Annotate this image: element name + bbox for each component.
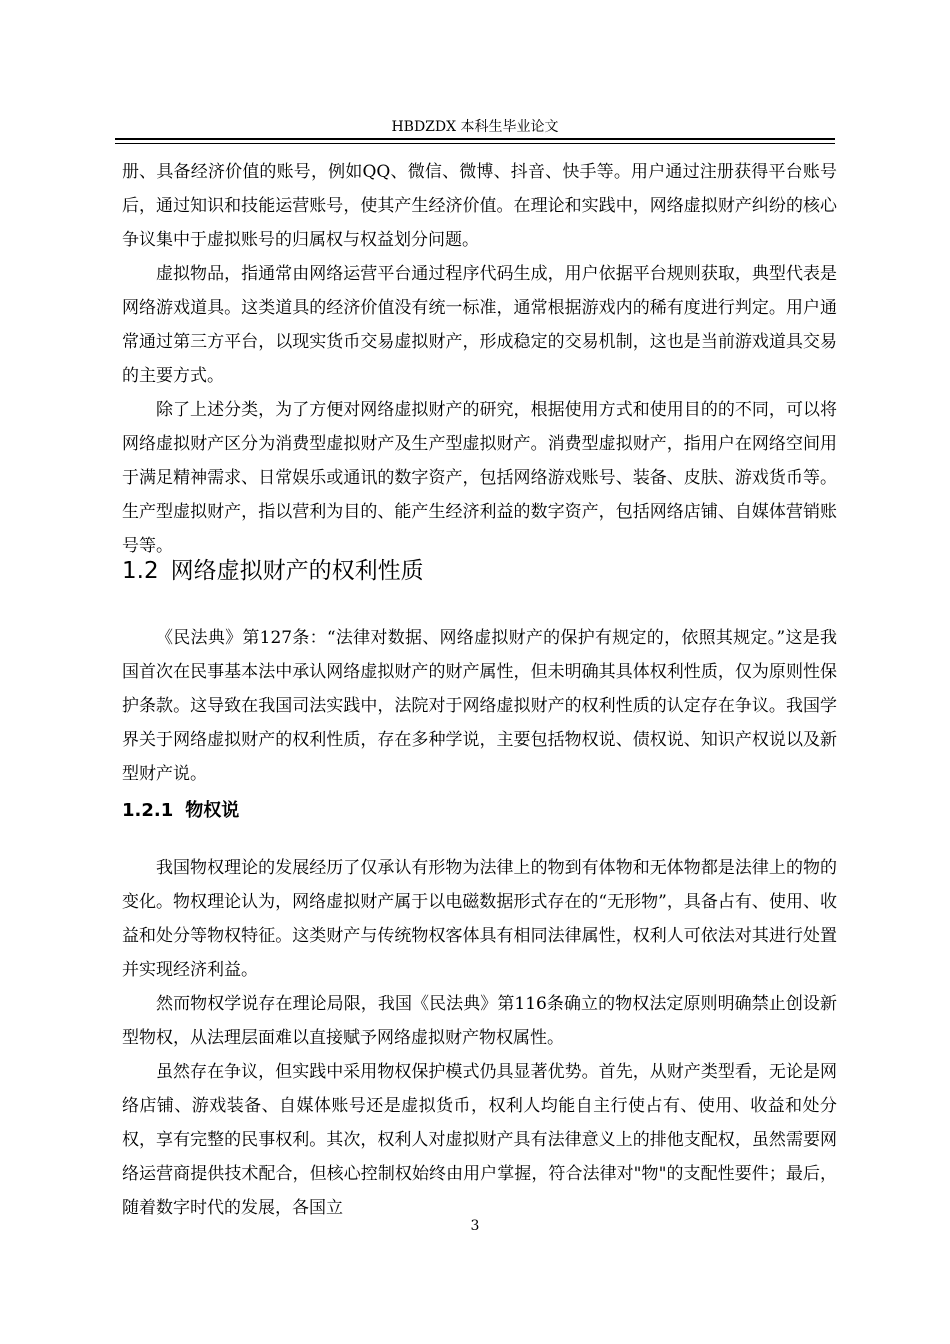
paragraph-virtual-items: 虚拟物品，指通常由网络运营平台通过程序代码生成，用户依据平台规则获取，典型代表是网络游戏道具。这类道具的经济价值没有统一标准，通常根据游戏内的稀有度进行判定。用户通常通过第三方平台，以现实货币交易虚拟财产，形成稳定的交易机制，这也是当前游戏道具交易的主要方式。 [122, 264, 837, 386]
paragraph-advantages: 虽然存在争议，但实践中采用物权保护模式仍具显著优势。首先，从财产类型看，无论是网络店铺、游戏装备、自媒体账号还是虚拟货币，权利人均能自主行使占有、使用、收益和处分权，享有完整的民事权利。其次，权利人对虚拟财产具有法律意义上的排他支配权，虽然需要网络运营商提供技术配合，但核心控制权始终由用户掌握，符合法律对"物"的支配性要件；最后，随着数字时代的发展，各国立 [122, 1062, 837, 1218]
page-number: 3 [470, 1218, 480, 1234]
paragraph-limitations: 然而物权学说存在理论局限，我国《民法典》第116条确立的物权法定原则明确禁止创设新型物权，从法理层面难以直接赋予网络虚拟财产物权属性。 [122, 994, 837, 1048]
paragraph-property-theory: 我国物权理论的发展经历了仅承认有形物为法律上的物到有体物和无体物都是法律上的物的变化。物权理论认为，网络虚拟财产属于以电磁数据形式存在的“无形物”，具备占有、使用、收益和处分等物权特征。这类财产与传统物权客体具有相同法律属性，权利人可依法对其进行处置并实现经济利益。 [122, 858, 837, 980]
section-heading-1-2 [122, 556, 424, 586]
subsection-heading-1-2-1 [122, 798, 239, 824]
running-header: HBDZDX 本科生毕业论文 [391, 119, 559, 135]
header-rule-thick [115, 138, 835, 140]
paragraph-accounts: 册、具备经济价值的账号，例如QQ、微信、微博、抖音、快手等。用户通过注册获得平台账号后，通过知识和技能运营账号，使其产生经济价值。在理论和实践中，网络虚拟财产纠纷的核心争议集中于虚拟账号的归属权与权益划分问题。 [122, 162, 837, 250]
subsection-title: 物权说 [185, 800, 240, 821]
header-rule-thin [115, 143, 835, 144]
section-number: 1.2 [122, 558, 159, 584]
paragraph-civil-code: 《民法典》第127条：“法律对数据、网络虚拟财产的保护有规定的，依照其规定。”这是我国首次在民事基本法中承认网络虚拟财产的财产属性，但未明确其具体权利性质，仅为原则性保护条款。这导致在我国司法实践中，法院对于网络虚拟财产的权利性质的认定存在争议。我国学界关于网络虚拟财产的权利性质，存在多种学说，主要包括物权说、债权说、知识产权说以及新型财产说。 [122, 628, 837, 784]
section-title: 网络虚拟财产的权利性质 [170, 558, 424, 584]
subsection-number: 1.2.1 [122, 800, 174, 821]
paragraph-classification: 除了上述分类，为了方便对网络虚拟财产的研究，根据使用方式和使用目的的不同，可以将网络虚拟财产区分为消费型虚拟财产及生产型虚拟财产。消费型虚拟财产，指用户在网络空间用于满足精神需求、日常娱乐或通讯的数字资产，包括网络游戏账号、装备、皮肤、游戏货币等。生产型虚拟财产，指以营利为目的、能产生经济利益的数字资产，包括网络店铺、自媒体营销账号等。 [122, 400, 837, 556]
